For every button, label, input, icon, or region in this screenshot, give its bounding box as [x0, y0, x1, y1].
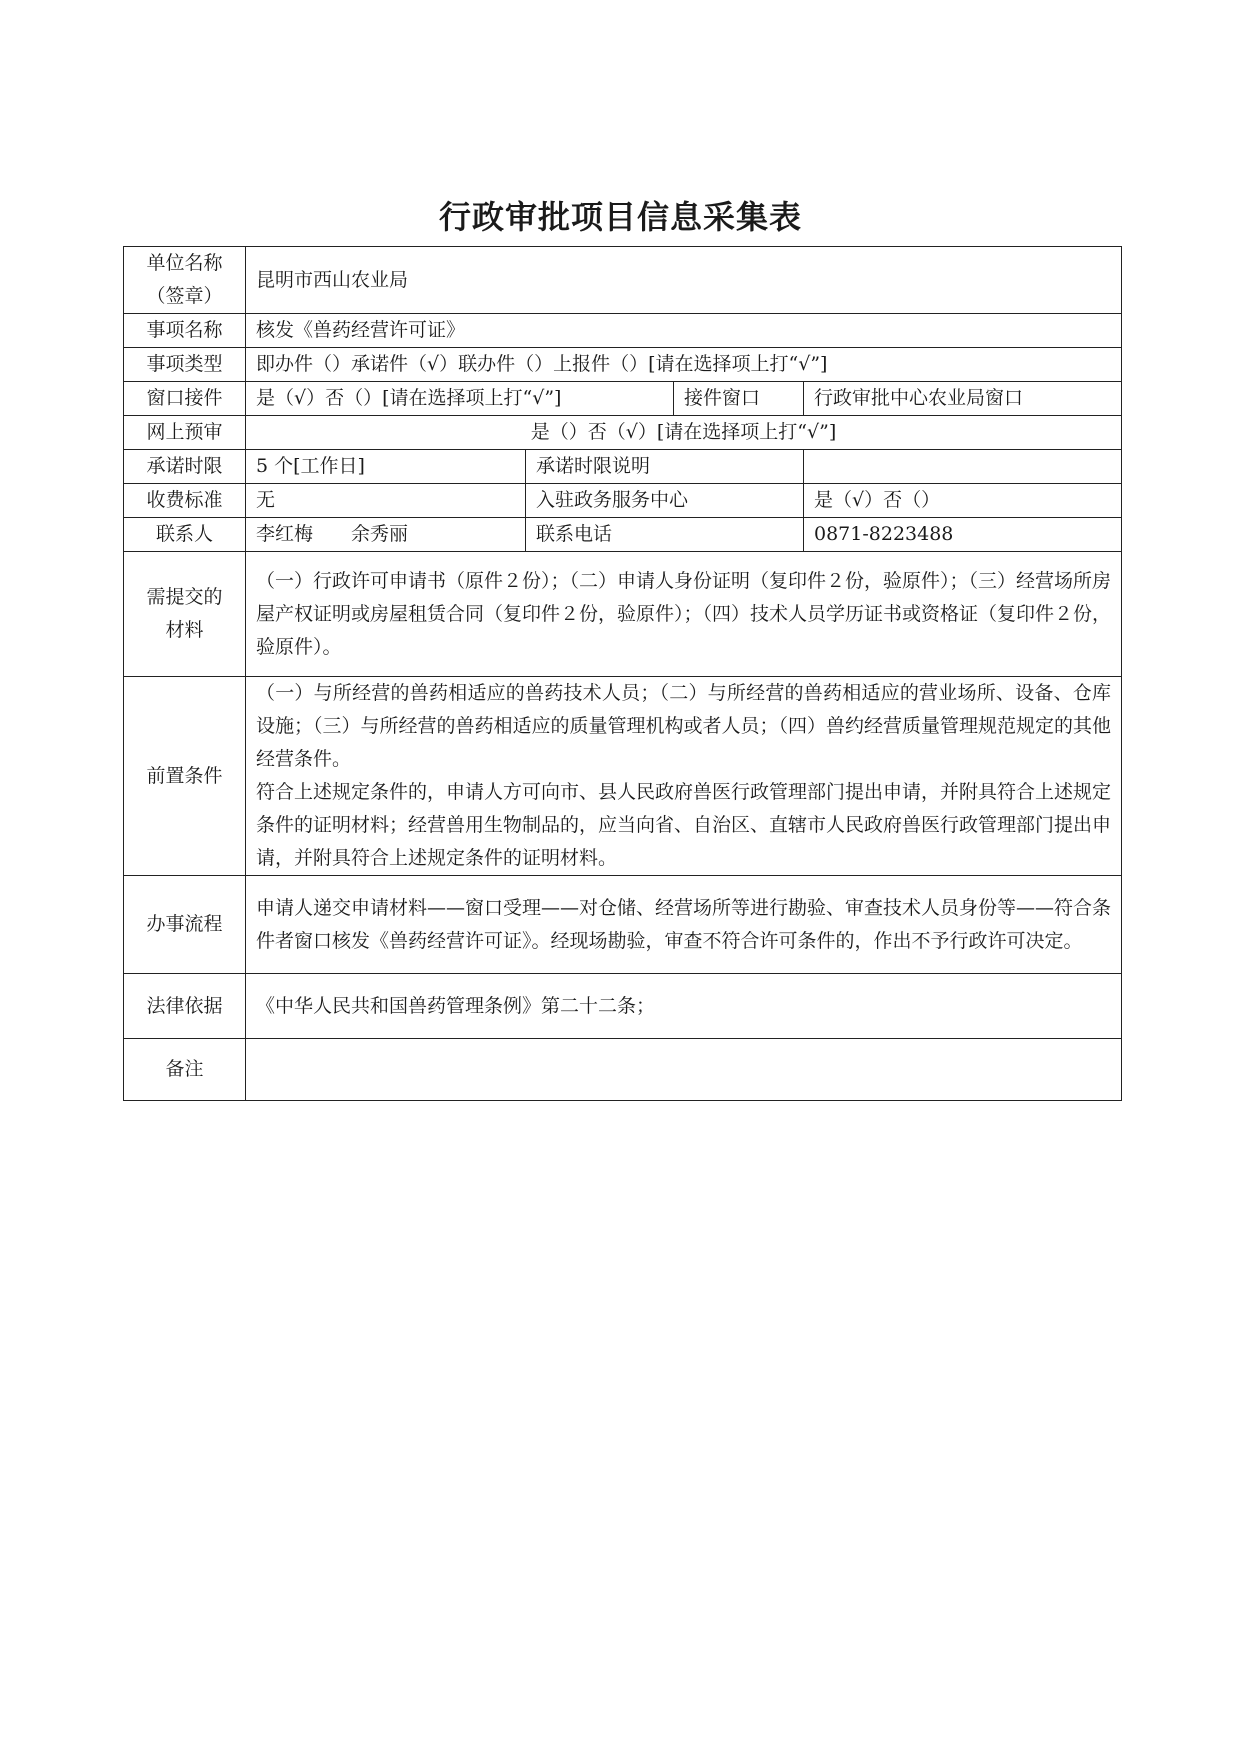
value-online: 是（）否（√）[请在选择项上打“√”]	[246, 416, 1122, 450]
label-fee: 收费标准	[124, 484, 246, 518]
value-law: 《中华人民共和国兽药管理条例》第二十二条；	[246, 974, 1122, 1039]
value-preconditions	[246, 677, 1122, 876]
label-promise-note: 承诺时限说明	[526, 450, 804, 484]
row-remark	[124, 1039, 1122, 1101]
row-preconditions	[124, 677, 1122, 876]
label-phone: 联系电话	[526, 518, 804, 552]
label-window: 窗口接件	[124, 382, 246, 416]
label-service-center: 入驻政务服务中心	[526, 484, 804, 518]
row-promise	[124, 450, 1122, 484]
label-law: 法律依据	[124, 974, 246, 1039]
info-collection-table	[123, 246, 1122, 1101]
preconditions-paragraph-1: （一）与所经营的兽药相适应的兽药技术人员；（二）与所经营的兽药相适应的营业场所、设备、仓库设施；（三）与所经营的兽药相适应的质量管理机构或者人员；（四）兽约经营质量管理规范规定的其他经营条件。	[256, 682, 1112, 770]
form-title: 行政审批项目信息采集表	[438, 198, 802, 236]
label-online: 网上预审	[124, 416, 246, 450]
value-remark	[246, 1039, 1122, 1101]
value-item-name: 核发《兽药经营许可证》	[246, 314, 1122, 348]
value-service-center: 是（√）否（）	[804, 484, 1122, 518]
row-fee	[124, 484, 1122, 518]
label-contact: 联系人	[124, 518, 246, 552]
value-fee: 无	[246, 484, 526, 518]
row-item-type	[124, 348, 1122, 382]
row-law	[124, 974, 1122, 1039]
value-process: 申请人递交申请材料——窗口受理——对仓储、经营场所等进行勘验、审查技术人员身份等——符合条件者窗口核发《兽药经营许可证》。经现场勘验，审查不符合许可条件的，作出不予行政许可决定。	[246, 876, 1122, 974]
label-materials: 需提交的 材料	[124, 552, 246, 677]
label-remark: 备注	[124, 1039, 246, 1101]
value-phone: 0871-8223488	[804, 518, 1122, 552]
preconditions-paragraph-2: 符合上述规定条件的，申请人方可向市、县人民政府兽医行政管理部门提出申请，并附具符合上述规定条件的证明材料；经营兽用生物制品的，应当向省、自治区、直辖市人民政府兽医行政管理部门提出申请，并附具符合上述规定条件的证明材料。	[256, 781, 1112, 869]
label-item-name: 事项名称	[124, 314, 246, 348]
row-process	[124, 876, 1122, 974]
label-window-location: 接件窗口	[674, 382, 804, 416]
label-process: 办事流程	[124, 876, 246, 974]
value-materials: （一）行政许可申请书（原件２份）；（二）申请人身份证明（复印件２份，验原件）；（三）经营场所房屋产权证明或房屋租赁合同（复印件２份，验原件）；（四）技术人员学历证书或资格证（复印件２份，验原件）。	[246, 552, 1122, 677]
value-contact: 李红梅 余秀丽	[246, 518, 526, 552]
row-window	[124, 382, 1122, 416]
value-item-type: 即办件（）承诺件（√）联办件（）上报件（）[请在选择项上打“√”]	[246, 348, 1122, 382]
label-unit: 单位名称 （签章）	[124, 247, 246, 314]
value-window-location: 行政审批中心农业局窗口	[804, 382, 1122, 416]
value-window: 是（√）否（）[请在选择项上打“√”]	[246, 382, 674, 416]
label-promise: 承诺时限	[124, 450, 246, 484]
row-materials	[124, 552, 1122, 677]
label-preconditions: 前置条件	[124, 677, 246, 876]
value-promise-note	[804, 450, 1122, 484]
row-contact	[124, 518, 1122, 552]
row-online	[124, 416, 1122, 450]
row-item-name	[124, 314, 1122, 348]
label-item-type: 事项类型	[124, 348, 246, 382]
value-promise: 5 个[工作日]	[246, 450, 526, 484]
row-unit	[124, 247, 1122, 314]
value-unit: 昆明市西山农业局	[246, 247, 1122, 314]
